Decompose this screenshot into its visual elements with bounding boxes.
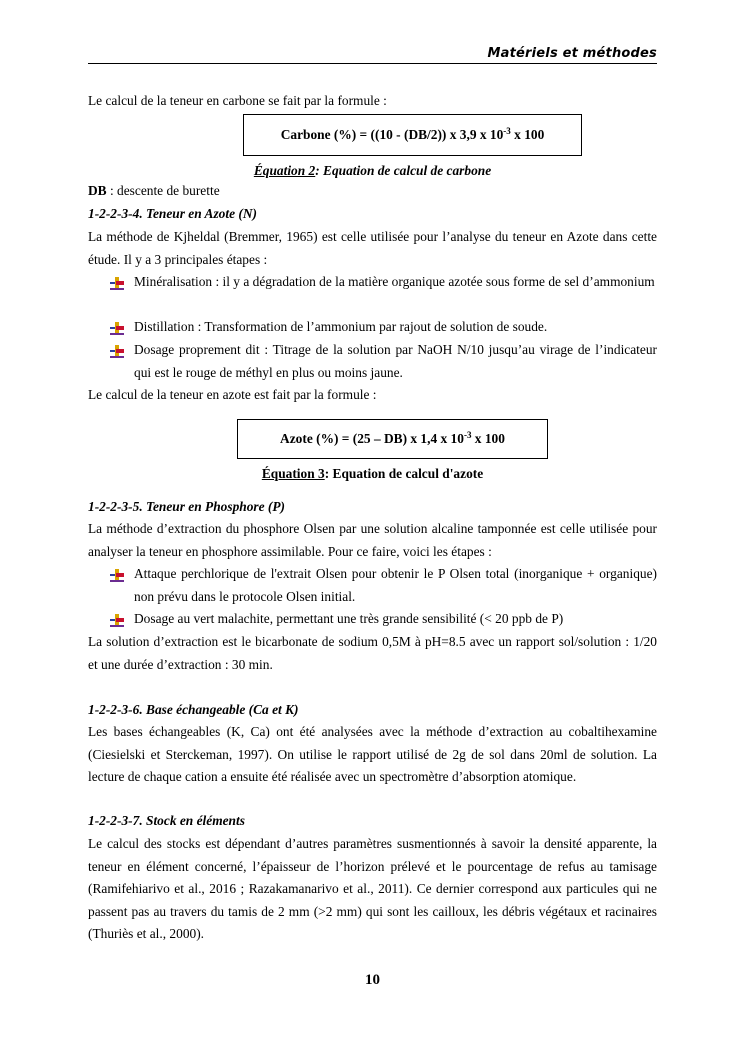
azote-formula-exponent: -3 (463, 430, 472, 440)
carbon-equation-caption (88, 162, 657, 180)
arrow-bullet-icon (110, 613, 124, 627)
arrow-bullet-icon (110, 276, 124, 290)
phosphore-bullet-2 (110, 608, 657, 631)
azote-bullet-3-text: Dosage proprement dit : Titrage de la solution par NaOH N/10 jusqu’au virage de l’indicateur qui est le rouge de méthyl en plus ou moins jaune. (134, 342, 657, 380)
arrow-bullet-icon (110, 344, 124, 358)
azote-equation-number: Équation 3 (261, 466, 325, 481)
arrow-bullet-icon (110, 568, 124, 582)
azote-bullet-3 (110, 339, 657, 384)
db-term-definition: : descente de burette (106, 183, 220, 198)
azote-heading: 1-2-2-3-4. Teneur en Azote (N) (88, 206, 257, 221)
azote-paragraph: La méthode de Kjheldal (Bremmer, 1965) est celle utilisée pour l’analyse du teneur en Azote dans cette étude. Il y a 3 principales étapes : (88, 229, 657, 267)
azote-formula-text: Azote (%) = (25 – DB) x 1,4 x 10 (280, 431, 464, 446)
stock-paragraph: Le calcul des stocks est dépendant d’autres paramètres susmentionnés à savoir la densité apparente, la teneur en élément concerné, l’épaisseur de l’horizon prélevé et le pourcentage de refus au tamisage (Ramifehiarivo et al., 2016 ; Razakamanarivo et al., 2011). Ce dernier correspond aux particules qui ne passent pas au travers du tamis de 2 mm (>2 mm) qui sont les cailloux, les débris végétaux et racinaires (Thuriès et al., 2000). (88, 836, 657, 941)
azote-equation-caption (88, 465, 657, 483)
azote-bullet-2-text: Distillation : Transformation de l’ammonium par rajout de solution de soude. (134, 319, 548, 334)
arrow-bullet-icon (110, 321, 124, 335)
azote-bullet-2 (110, 316, 657, 339)
base-heading: 1-2-2-3-6. Base échangeable (Ca et K) (88, 702, 299, 717)
running-header: Matériels et méthodes (487, 46, 657, 61)
phosphore-bullet-1-text: Attaque perchlorique de l'extrait Olsen pour obtenir le P Olsen total (inorganique + organique) non prévu dans le protocole Olsen initial. (134, 566, 657, 604)
azote-bullet-1 (110, 271, 657, 294)
azote-formula-intro: Le calcul de la teneur en azote est fait par la formule : (88, 387, 377, 402)
header-rule (88, 63, 657, 64)
phosphore-paragraph-2: La solution d’extraction est le bicarbonate de sodium 0,5M à pH=8.5 avec un rapport sol/solution : 1/20 et une durée d’extraction : 30 min. (88, 634, 657, 672)
carbon-formula-exponent: -3 (503, 126, 511, 136)
phosphore-bullet-2-text: Dosage au vert malachite, permettant une très grande sensibilité (< 20 ppb de P) (134, 611, 564, 626)
phosphore-heading: 1-2-2-3-5. Teneur en Phosphore (P) (88, 499, 286, 514)
azote-bullet-1-text: Minéralisation : il y a dégradation de la matière organique azotée sous forme de sel d’ammonium (134, 274, 655, 289)
carbon-equation-title: : Equation de calcul de carbone (315, 163, 492, 178)
db-definition (88, 180, 657, 203)
phosphore-bullet-1 (110, 563, 657, 608)
azote-equation-title: : Equation de calcul d'azote (324, 466, 484, 481)
carbon-intro: Le calcul de la teneur en carbone se fait par la formule : (88, 93, 387, 108)
db-term: DB (88, 183, 107, 198)
stock-heading: 1-2-2-3-7. Stock en éléments (88, 813, 245, 828)
carbon-equation-number: Équation 2 (253, 163, 316, 178)
carbon-formula-box (243, 114, 582, 156)
azote-formula-box (237, 419, 548, 459)
carbon-formula-tail: x 100 (510, 127, 545, 142)
base-paragraph: Les bases échangeables (K, Ca) ont été analysées avec la méthode d’extraction au cobaltihexamine (Ciesielski et Sterckeman, 1997). On utilise le rapport utilisé de 2g de sol dans 20ml de solution. La lecture de chaque cation a ensuite été réalisée avec un spectromètre d’absorption atomique. (88, 724, 657, 784)
page-number: 10 (365, 972, 380, 988)
phosphore-paragraph: La méthode d’extraction du phosphore Olsen par une solution alcaline tamponnée est celle utilisée pour analyser la teneur en phosphore assimilable. Pour ce faire, voici les étapes : (88, 521, 657, 559)
azote-formula-tail: x 100 (471, 431, 505, 446)
carbon-formula-text: Carbone (%) = ((10 - (DB/2)) x 3,9 x 10 (280, 127, 504, 142)
